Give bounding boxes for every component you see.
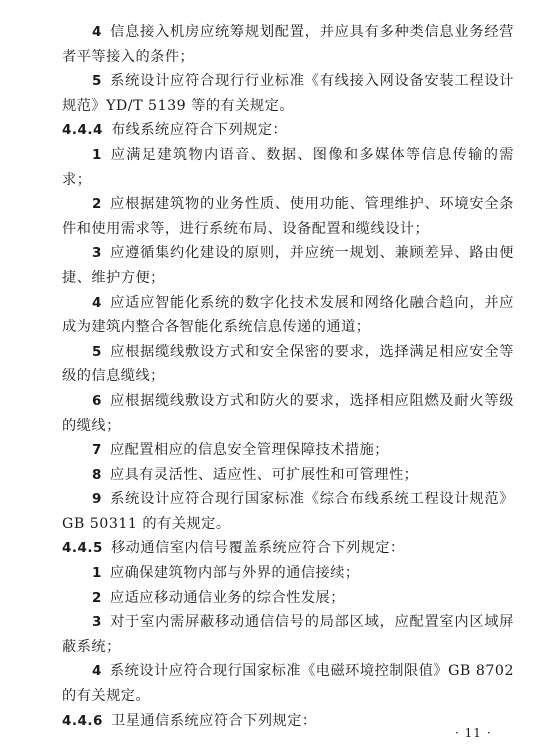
clause-item — [62, 487, 514, 536]
item-number: 4 — [92, 663, 102, 680]
clause-item — [62, 291, 514, 340]
clause-text: 布线系统应符合下列规定： — [110, 122, 288, 139]
item-number: 8 — [92, 466, 102, 483]
clause-text: 对于室内需屏蔽移动通信信号的局部区域，应配置室内区域屏蔽系统； — [62, 614, 514, 655]
clause-item — [62, 438, 514, 463]
clause-text: 应根据缆线敷设方式和防火的要求，选择相应阻燃及耐火等级的缆线； — [62, 392, 514, 434]
clause-item — [62, 192, 514, 241]
clause-item — [62, 143, 514, 192]
clause-text: 应根据建筑物的业务性质、使用功能、管理维护、环境安全条件和使用需求等，进行系统布局、设备配置和缆线设计； — [62, 196, 514, 237]
item-number: 3 — [92, 245, 102, 262]
clause-text: 应满足建筑物内语音、数据、图像和多媒体等信息传输的需求； — [62, 146, 514, 188]
clause-text: 应具有灵活性、适应性、可扩展性和可管理性； — [109, 466, 419, 483]
clause-item — [62, 69, 514, 118]
item-number: 2 — [92, 589, 102, 606]
clause-item — [62, 340, 514, 389]
item-number: 2 — [92, 196, 102, 213]
clause-text: 应根据缆线敷设方式和安全保密的要求，选择满足相应安全等级的信息缆线； — [62, 343, 514, 385]
section-number: 4.4.4 — [62, 122, 103, 139]
section-number: 4.4.6 — [62, 712, 103, 729]
clause-item — [62, 610, 514, 659]
clause-item — [62, 463, 514, 488]
clause-text: 应配置相应的信息安全管理保障技术措施； — [109, 442, 389, 459]
item-number: 9 — [92, 491, 102, 508]
item-number: 5 — [92, 73, 102, 90]
clause-item — [62, 586, 514, 611]
item-number: 1 — [92, 146, 102, 163]
item-number: 5 — [92, 343, 102, 360]
item-number: 4 — [92, 294, 102, 311]
page-number: · 11 · — [455, 726, 492, 740]
item-number: 1 — [92, 565, 102, 582]
clause-text: 信息接入机房应统筹规划配置，并应具有多种类信息业务经营者平等接入的条件； — [62, 24, 514, 65]
clause-text: 应适应移动通信业务的综合性发展； — [109, 589, 345, 606]
clause-item — [62, 20, 514, 69]
clause-item — [62, 659, 514, 708]
clause-text: 系统设计应符合现行国家标准《电磁环境控制限值》GB 8702 的有关规定。 — [62, 663, 514, 705]
clause-item — [62, 389, 514, 438]
section-clause — [62, 536, 514, 561]
item-number: 6 — [92, 392, 102, 409]
section-number: 4.4.5 — [62, 540, 103, 557]
clause-item — [62, 561, 514, 586]
clause-text: 移动通信室内信号覆盖系统应符合下列规定： — [110, 540, 405, 557]
section-clause — [62, 118, 514, 143]
clause-text: 应适应智能化系统的数字化技术发展和网络化融合趋向，并应成为建筑内整合各智能化系统信息传递的通道； — [62, 294, 514, 336]
document-body — [62, 20, 514, 733]
item-number: 4 — [92, 24, 102, 40]
clause-text: 系统设计应符合现行行业标准《有线接入网设备安装工程设计规范》YD/T 5139 等的有关规定。 — [62, 73, 514, 114]
clause-text: 卫星通信系统应符合下列规定： — [110, 712, 317, 729]
section-clause — [62, 709, 514, 734]
clause-text: 系统设计应符合现行国家标准《综合布线系统工程设计规范》GB 50311 的有关规定。 — [62, 491, 514, 532]
item-number: 3 — [92, 614, 102, 631]
clause-text: 应确保建筑物内部与外界的通信接续； — [109, 565, 360, 582]
clause-item — [62, 241, 514, 290]
clause-text: 应遵循集约化建设的原则，并应统一规划、兼顾差异、路由便捷、维护方便； — [62, 245, 514, 286]
item-number: 7 — [92, 442, 102, 459]
